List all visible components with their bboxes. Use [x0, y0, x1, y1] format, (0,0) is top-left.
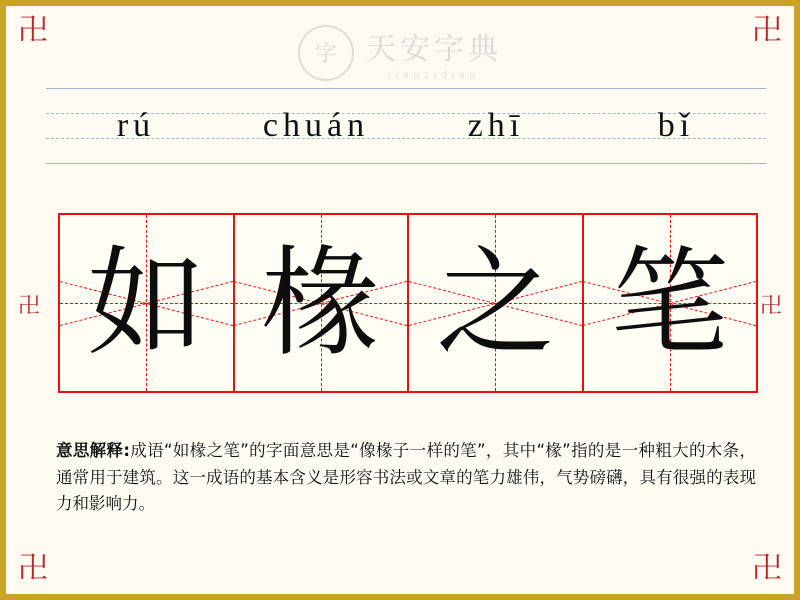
character-glyph-4: 笔 — [610, 234, 729, 372]
character-glyph-2: 椽 — [261, 234, 380, 372]
pinyin-row — [46, 88, 766, 164]
pinyin-syllable-2: chuán — [262, 107, 370, 144]
seal-icon: 字 — [298, 25, 354, 81]
site-logo — [6, 24, 794, 81]
site-title: 天安字典 — [366, 32, 502, 67]
pinyin-staff — [46, 88, 766, 164]
character-glyph-3: 之 — [436, 234, 555, 372]
explanation-label: 意思解释: — [56, 441, 130, 460]
site-logo-text — [366, 24, 502, 81]
corner-ornament-top-right: 卍 — [752, 13, 782, 48]
explanation-text: 成语“如椽之笔”的字面意思是“像椽子一样的笔”，其中“椽”指的是一种粗大的木条，通常用于建筑。这一成语的基本含义是形容书法或文章的笔力雄伟，气势磅礴，具有很强的表现力和影响力。 — [56, 441, 756, 514]
character-cell-1 — [60, 215, 235, 391]
edge-ornament-right: 卍 — [759, 294, 782, 319]
explanation-block — [56, 438, 756, 518]
pinyin-syllable-3: zhī — [467, 107, 525, 144]
character-glyph-1: 如 — [87, 234, 206, 372]
character-grid — [58, 213, 758, 393]
corner-ornament-bottom-left: 卍 — [18, 551, 48, 586]
character-cell-3 — [409, 215, 584, 391]
corner-ornament-bottom-right: 卍 — [752, 551, 782, 586]
character-cell-2 — [235, 215, 410, 391]
site-subtitle: tianzidian — [387, 70, 481, 81]
edge-ornament-left: 卍 — [18, 294, 41, 319]
corner-ornament-top-left: 卍 — [18, 13, 48, 48]
pinyin-syllable-4: bǐ — [657, 107, 695, 144]
pinyin-syllable-1: rú — [116, 107, 156, 144]
character-cell-4 — [584, 215, 757, 391]
